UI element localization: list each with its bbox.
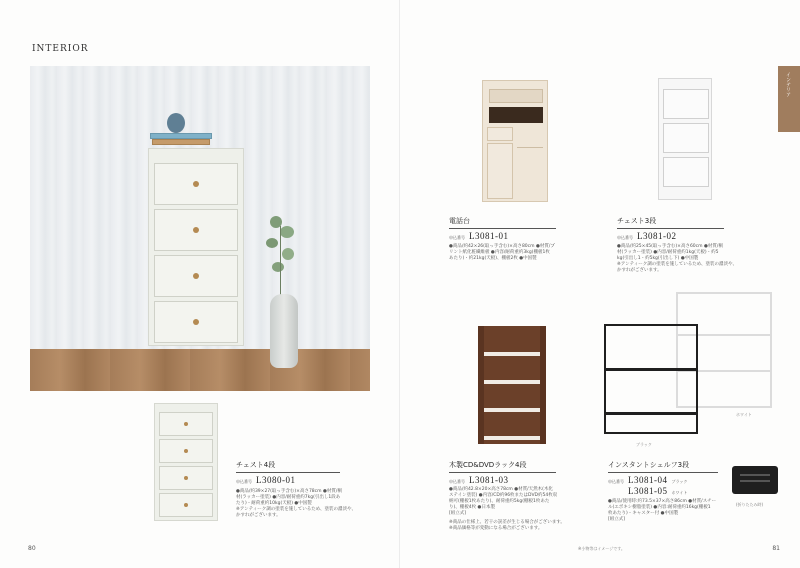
- product-name-phone-stand: 電話台: [449, 217, 470, 225]
- knob-icon: [184, 476, 188, 480]
- knob-icon: [184, 503, 188, 507]
- product-name-chest-3: チェスト3段: [617, 217, 657, 225]
- code-label: 申込番号: [449, 235, 465, 240]
- section-title: INTERIOR: [32, 44, 89, 54]
- drawer: [154, 255, 238, 297]
- vase-decoration: [270, 294, 298, 368]
- color-black: ブラック: [671, 479, 688, 484]
- code-label: 申込番号: [236, 479, 252, 484]
- section-tab: インテリア: [778, 66, 800, 132]
- page-number: 80: [28, 545, 36, 552]
- product-description: ●商品/約42.8×20×高さ78cm ●材質/天然木(木化 ステイン塗装) ●内容/CD約96枚またはDVD約54枚収 納可(棚板1枚あたり)、耐荷重約5kg(棚板1枚あた り)、棚板4枚 ●日本製 [組立式]: [449, 487, 558, 516]
- image-note: ※小物等はイメージです。: [578, 546, 625, 551]
- product-code: L3081-05: [628, 486, 668, 496]
- code-label: 申込番号: [449, 479, 465, 484]
- four-drawer-chest-photo: [148, 148, 244, 346]
- caption-black: ブラック: [636, 442, 652, 447]
- caption-white: ホワイト: [736, 412, 752, 417]
- drawer: [154, 209, 238, 251]
- product-code-row: [608, 475, 687, 485]
- drawer: [159, 439, 213, 463]
- product-code: L3081-03: [469, 475, 509, 485]
- product-code-row: [617, 231, 677, 241]
- product-rule: [449, 472, 556, 473]
- code-label: 申込番号: [617, 235, 633, 240]
- product-code-row: [449, 475, 509, 485]
- product-name-chest-4: チェスト4段: [236, 461, 276, 469]
- product-description: ●商品/約39×27(取っ手含む)×高さ78cm ●材質/桐 材(ラッカー塗装) ●内容/耐荷重約7kg(引出し1段あ たり)・耐荷重約10kg(天板) ●中国製 ※アンティーク調の塗装を施しているため、塗装の濃淡や、 かすれがございます。: [236, 489, 356, 518]
- product-name-cd-rack: 木製CD&DVDラック4段: [449, 461, 527, 469]
- cd-dvd-rack-image: [478, 326, 546, 444]
- product-code: L3080-01: [256, 475, 296, 485]
- knob-icon: [193, 227, 199, 233]
- product-description: ●商品/約42×26(取っ手含む)×高さ80cm ●材質/プ リント紙化粧繊維板 ●内容/耐荷重約3kg(棚板1枚 あたり)・約21kg(天板)、棚板2枚 ●中国製: [449, 244, 555, 261]
- product-code-row: [236, 475, 296, 485]
- knob-icon: [193, 181, 199, 187]
- color-white: ホワイト: [671, 490, 688, 495]
- drawer: [159, 493, 213, 517]
- right-page: [400, 0, 800, 568]
- page-number: 81: [772, 545, 780, 552]
- books-decoration: [150, 133, 212, 146]
- apple-decoration: [167, 113, 185, 133]
- wood-floor: [30, 349, 370, 391]
- chest-3-product-image: [658, 78, 712, 200]
- product-rule: [617, 228, 724, 229]
- product-description: ●商品/使用時:約73.5×37×高さ86cm ●材質/スチー ル(エポキシ樹脂塗装) ●内容:耐荷重約16kg(棚板1 枚あたり)・キャスター付 ●中国製 [組立式]: [608, 499, 717, 522]
- product-code-row: [449, 231, 509, 241]
- folded-shelf-image: [732, 466, 778, 494]
- phone-stand-image: [482, 80, 548, 202]
- product-code: L3081-01: [469, 231, 509, 241]
- chest-4-product-image: [154, 403, 218, 521]
- knob-icon: [193, 319, 199, 325]
- product-code-row-2: [628, 486, 687, 496]
- knob-icon: [184, 449, 188, 453]
- code-label: 申込番号: [608, 479, 624, 484]
- product-name-instant-shelf: インスタントシェルフ3段: [608, 461, 690, 469]
- product-code: L3081-02: [637, 231, 677, 241]
- product-code: L3081-04: [628, 475, 668, 485]
- knob-icon: [193, 273, 199, 279]
- product-rule: [608, 472, 718, 473]
- product-description: ●商品/約25×45(取っ手含む)×高さ60cm ●材質/桐 材(ラッカー塗装) ●内容/耐荷重約1kg(天板)・約5 kg(引出し1・約5kg(引出し下) ●中国製 ※アンティーク調の塗装を施しているため、塗装の濃淡や、 かすれがございます。: [617, 244, 737, 273]
- knob-icon: [184, 422, 188, 426]
- drawer: [154, 163, 238, 205]
- room-photo: [30, 66, 370, 391]
- caption-folded: (折りたたみ時): [736, 502, 764, 507]
- footnote: ※商品の仕様上、若干の誤差が生じる場合がございます。 ※商品価格等が変動になる場合がございます。: [449, 520, 565, 531]
- plant-decoration: [264, 216, 300, 296]
- product-rule: [236, 472, 340, 473]
- drawer: [159, 466, 213, 490]
- product-rule: [449, 228, 556, 229]
- drawer: [154, 301, 238, 343]
- drawer: [159, 412, 213, 436]
- instant-shelf-black-image: [604, 324, 698, 434]
